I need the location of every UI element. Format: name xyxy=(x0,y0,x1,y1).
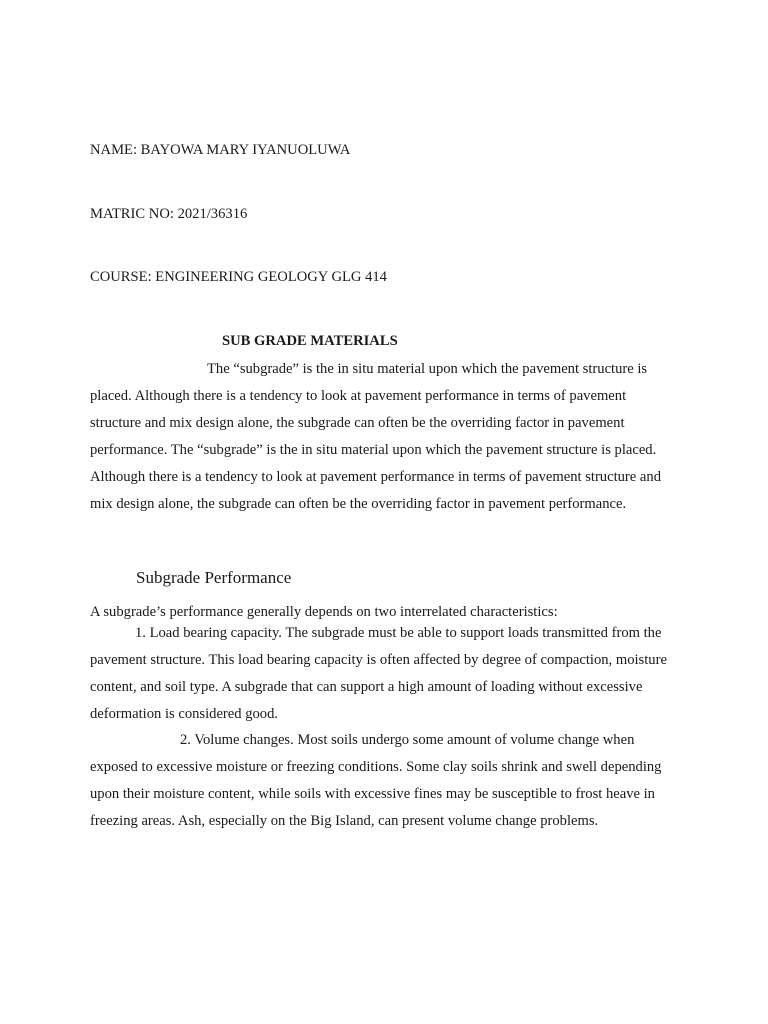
intro-paragraph: The “subgrade” is the in situ material upon which the pavement structure is placed. Although there is a tendency to look at pavement performance in terms of pavement structure and mix design alone, the subgrade can often be the overriding factor in pavement performance. The “subgrade” is the in situ material upon which the pavement structure is placed. Although there is a tendency to look at pavement performance in terms of pavement structure and mix design alone, the subgrade can often be the overriding factor in pavement performance. xyxy=(90,361,661,512)
course-title: COURSE: ENGINEERING GEOLOGY GLG 414 xyxy=(90,269,387,285)
student-name: NAME: BAYOWA MARY IYANUOLUWA xyxy=(90,142,351,158)
list-item-volume-changes: 2. Volume changes. Most soils undergo some amount of volume change when exposed to excessive moisture or freezing conditions. Some clay soils shrink and swell depending upon their moisture content, while soils with excessive fines may be susceptible to frost heave in freezing areas. Ash, especially on the Big Island, can present volume change problems. xyxy=(90,732,662,829)
list-item-load-bearing: 1. Load bearing capacity. The subgrade must be able to support loads transmitted from the pavement structure. This load bearing capacity is often affected by degree of compaction, moisture content, and soil type. A subgrade that can support a high amount of loading without excessive deformation is considered good. xyxy=(90,625,667,722)
section-title: SUB GRADE MATERIALS xyxy=(222,333,398,349)
matric-number: MATRIC NO: 2021/36316 xyxy=(90,206,248,222)
subgrade-performance-heading: Subgrade Performance xyxy=(136,568,292,587)
performance-intro: A subgrade’s performance generally depends on two interrelated characteristics: xyxy=(90,604,558,620)
